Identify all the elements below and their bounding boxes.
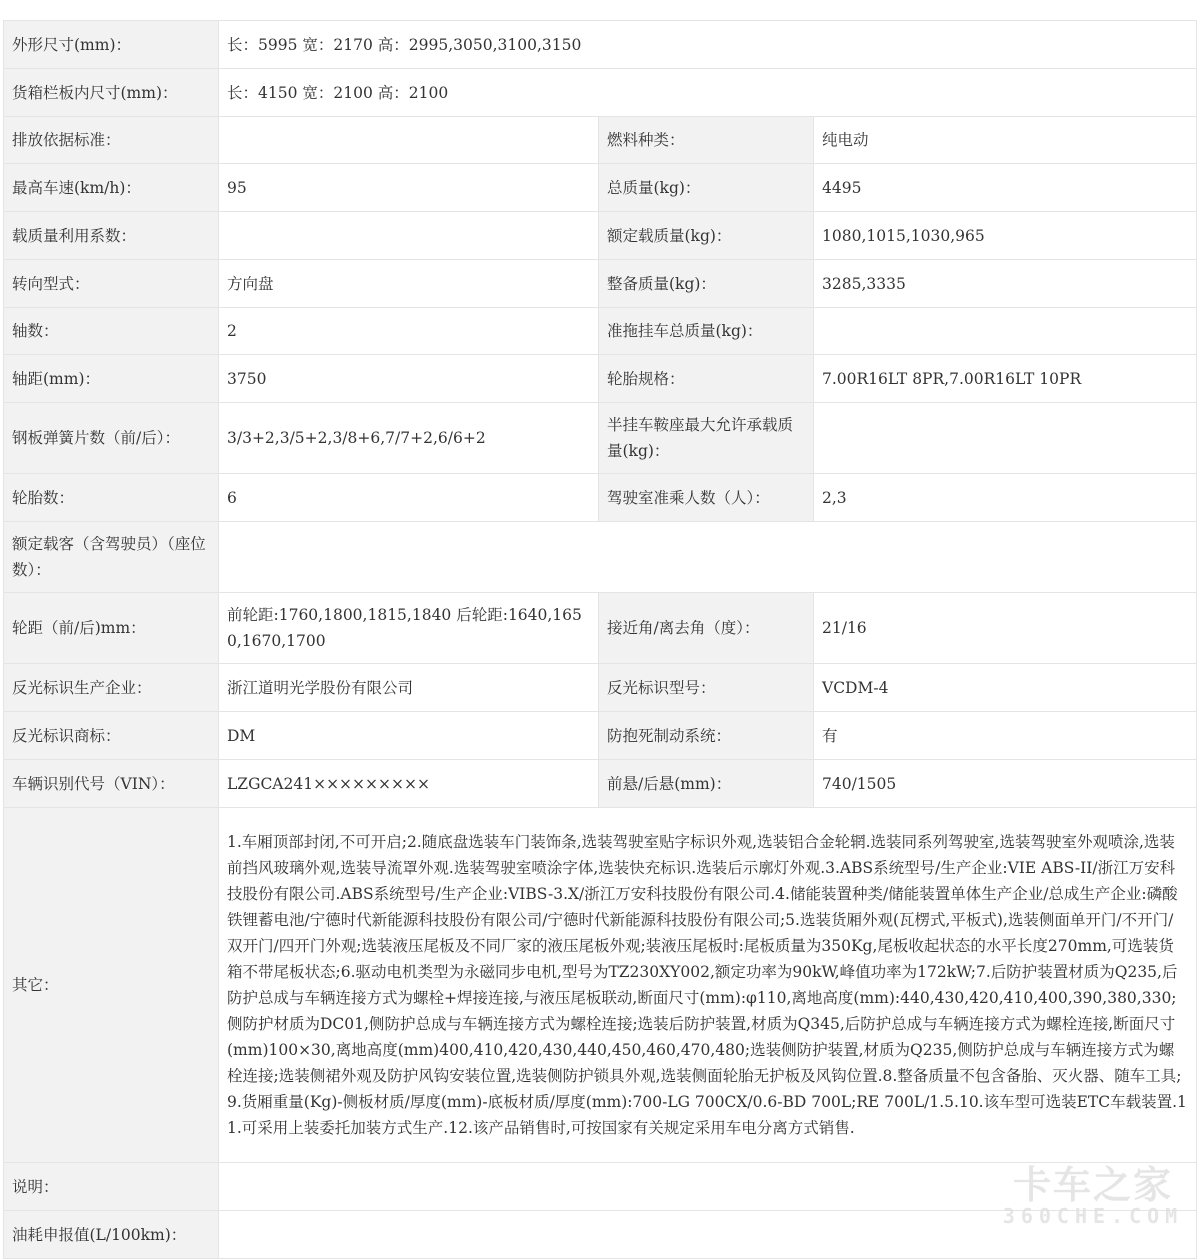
row-max-speed (4, 164, 1197, 212)
value-reflect-brand: DM (219, 712, 599, 760)
row-track (4, 593, 1197, 664)
label-curb-mass: 整备质量(kg)： (599, 260, 814, 308)
value-passengers (219, 522, 1197, 593)
row-springs (4, 403, 1197, 474)
value-max-speed: 95 (219, 164, 599, 212)
value-axles: 2 (219, 308, 599, 355)
value-track: 前轮距:1760,1800,1815,1840 后轮距:1640,1650,1670,1700 (219, 593, 599, 664)
row-load-util (4, 212, 1197, 260)
value-springs: 3/3+2,3/5+2,3/8+6,7/7+2,6/6+2 (219, 403, 599, 474)
row-passengers (4, 522, 1197, 593)
label-fuel-consumption: 油耗申报值(L/100km)： (4, 1211, 219, 1259)
label-steering: 转向型式： (4, 260, 219, 308)
label-reflect-maker: 反光标识生产企业： (4, 664, 219, 712)
label-passengers: 额定载客（含驾驶员）（座位数）： (4, 522, 219, 593)
value-reflect-maker: 浙江道明光学股份有限公司 (219, 664, 599, 712)
row-dimensions (4, 21, 1197, 69)
value-dimensions: 长：5995 宽：2170 高：2995,3050,3100,3150 (219, 21, 1197, 69)
value-overhang: 740/1505 (814, 760, 1197, 808)
label-springs: 钢板弹簧片数（前/后）： (4, 403, 219, 474)
label-max-speed: 最高车速(km/h)： (4, 164, 219, 212)
label-gross-mass: 总质量(kg)： (599, 164, 814, 212)
label-saddle-load: 半挂车鞍座最大允许承载质量(kg)： (599, 403, 814, 474)
label-other: 其它： (4, 808, 219, 1163)
row-steering (4, 260, 1197, 308)
row-emission (4, 117, 1197, 164)
label-rated-load: 额定载质量(kg)： (599, 212, 814, 260)
value-rated-load: 1080,1015,1030,965 (814, 212, 1197, 260)
value-gross-mass: 4495 (814, 164, 1197, 212)
value-abs: 有 (814, 712, 1197, 760)
label-fuel-type: 燃料种类： (599, 117, 814, 164)
row-tires (4, 474, 1197, 522)
value-vin: LZGCA241××××××××× (219, 760, 599, 808)
label-emission: 排放依据标准： (4, 117, 219, 164)
value-wheelbase: 3750 (219, 355, 599, 403)
value-curb-mass: 3285,3335 (814, 260, 1197, 308)
label-reflect-model: 反光标识型号： (599, 664, 814, 712)
watermark-main-text: 卡车之家 (1012, 1163, 1173, 1207)
value-load-util (219, 212, 599, 260)
value-reflect-model: VCDM-4 (814, 664, 1197, 712)
row-axles (4, 308, 1197, 355)
value-tire-count: 6 (219, 474, 599, 522)
label-cab-seats: 驾驶室准乘人数（人）： (599, 474, 814, 522)
value-fuel-type: 纯电动 (814, 117, 1197, 164)
row-reflect-maker (4, 664, 1197, 712)
label-trailer-mass: 准拖挂车总质量(kg)： (599, 308, 814, 355)
row-other (4, 808, 1197, 1163)
value-angles: 21/16 (814, 593, 1197, 664)
watermark-sub-text: 360CHE.COM (1002, 1204, 1184, 1228)
watermark-logo (998, 1165, 1188, 1227)
vehicle-spec-table (3, 20, 1197, 1259)
label-wheelbase: 轴距(mm)： (4, 355, 219, 403)
value-cab-seats: 2,3 (814, 474, 1197, 522)
row-reflect-brand (4, 712, 1197, 760)
value-tire-spec: 7.00R16LT 8PR,7.00R16LT 10PR (814, 355, 1197, 403)
label-cargo-box: 货箱栏板内尺寸(mm)： (4, 69, 219, 117)
label-axles: 轴数： (4, 308, 219, 355)
label-abs: 防抱死制动系统： (599, 712, 814, 760)
label-reflect-brand: 反光标识商标： (4, 712, 219, 760)
value-cargo-box: 长：4150 宽：2100 高：2100 (219, 69, 1197, 117)
value-steering: 方向盘 (219, 260, 599, 308)
row-wheelbase (4, 355, 1197, 403)
label-tire-count: 轮胎数： (4, 474, 219, 522)
label-dimensions: 外形尺寸(mm)： (4, 21, 219, 69)
value-emission (219, 117, 599, 164)
label-load-util: 载质量利用系数： (4, 212, 219, 260)
label-angles: 接近角/离去角（度）： (599, 593, 814, 664)
label-notes: 说明： (4, 1163, 219, 1211)
value-saddle-load (814, 403, 1197, 474)
label-vin: 车辆识别代号（VIN）： (4, 760, 219, 808)
value-other: 1.车厢顶部封闭,不可开启;2.随底盘选装车门装饰条,选装驾驶室贴字标识外观,选装铝合金轮辋.选装同系列驾驶室,选装驾驶室外观喷涂,选装前挡风玻璃外观,选装导流罩外观.选装驾驶室喷涂字体,选装快充标识.选装后示廓灯外观.3.ABS系统型号/生产企业:VIE ABS-II/浙江万安科技股份有限公司.ABS系统型号/生产企业:VIBS-3.X/浙江万安科技股份有限公司.4.储能装置种类/储能装置单体生产企业/总成生产企业:磷酸铁锂蓄电池/宁德时代新能源科技股份有限公司/宁德时代新能源科技股份有限公司;5.选装货厢外观(瓦楞式,平板式),选装侧面单开门/不开门/双开门/四开门外观;选装液压尾板及不同厂家的液压尾板外观;装液压尾板时:尾板质量为350Kg,尾板收起状态的水平长度270mm,可选装货箱不带尾板状态;6.驱动电机类型为永磁同步电机,型号为TZ230XY002,额定功率为90kW,峰值功率为172kW;7.后防护装置材质为Q235,后防护总成与车辆连接方式为螺栓+焊接连接,与液压尾板联动,断面尺寸(mm):φ110,离地高度(mm):440,430,420,410,400,390,380,330;侧防护材质为DC01,侧防护总成与车辆连接方式为螺栓连接;选装后防护装置,材质为Q345,后防护总成与车辆连接方式为螺栓连接,断面尺寸(mm)100×30,离地高度(mm)400,410,420,430,440,450,460,470,480;选装侧防护装置,材质为Q235,侧防护总成与车辆连接方式为螺栓连接;选装侧裙外观及防护风钩安装位置,选装侧防护锁具外观,选装侧面轮胎无护板及风钩位置.8.整备质量不包含备胎、灭火器、随车工具;9.货厢重量(Kg)-侧板材质/厚度(mm)-底板材质/厚度(mm):700-LG 700CX/0.6-BD 700L;RE 700L/1.5.10.该车型可选装ETC车载装置.11.可采用上装委托加装方式生产.12.该产品销售时,可按国家有关规定采用车电分离方式销售. (219, 808, 1197, 1163)
value-trailer-mass (814, 308, 1197, 355)
label-overhang: 前悬/后悬(mm)： (599, 760, 814, 808)
label-tire-spec: 轮胎规格： (599, 355, 814, 403)
row-cargo-box (4, 69, 1197, 117)
label-track: 轮距（前/后)mm： (4, 593, 219, 664)
row-vin (4, 760, 1197, 808)
